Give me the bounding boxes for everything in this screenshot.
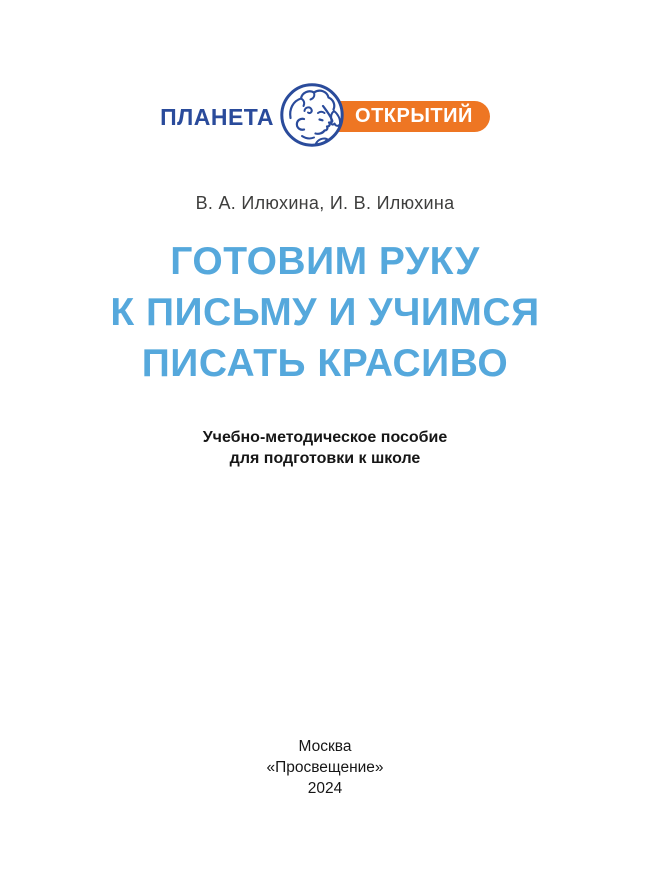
- imprint: [0, 736, 650, 799]
- authors-line: В. А. Илюхина, И. В. Илюхина: [195, 193, 455, 213]
- imprint-year: 2024: [307, 780, 343, 797]
- book-title: [0, 236, 650, 389]
- imprint-city: Москва: [298, 738, 352, 755]
- logo-otkrytiy-badge: ОТКРЫТИЙ: [315, 101, 490, 132]
- book-title-line-2: К ПИСЬМУ И УЧИМСЯ: [110, 291, 540, 334]
- logo-planeta-label: ПЛАНЕТА: [160, 103, 275, 130]
- book-title-line-3: ПИСАТЬ КРАСИВО: [141, 342, 509, 385]
- book-title-line-1: ГОТОВИМ РУКУ: [170, 240, 480, 283]
- globe-face-icon: [279, 82, 345, 148]
- publisher-logo: [0, 82, 650, 148]
- imprint-publisher: «Просвещение»: [266, 759, 384, 776]
- subtitle: [0, 427, 650, 469]
- subtitle-line-1: Учебно-методическое пособие: [202, 429, 448, 446]
- subtitle-line-2: для подготовки к школе: [229, 450, 421, 467]
